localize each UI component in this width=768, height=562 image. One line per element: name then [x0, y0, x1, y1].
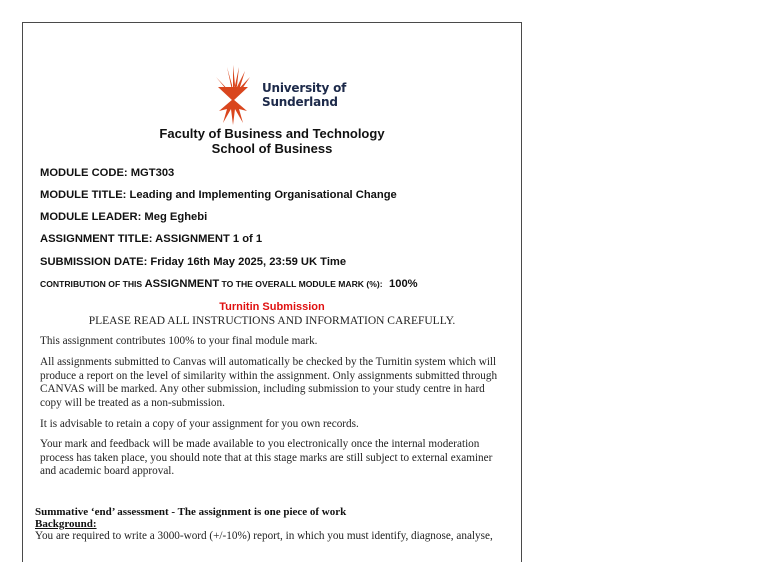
feedback-paragraph: Your mark and feedback will be made available to you electronically once the internal moderation process has taken place, you should note that at this stage marks are still subject to external examiner and academic board approval. [40, 438, 493, 478]
turnitin-paragraph: All assignments submitted to Canvas will automatically be checked by the Turnitin system which will produce a report on the level of similarity within the assignment. Only assignments submitted through CANVAS will be marked. Any other submission, including submission to your study centre in hard copy will be treated as a non-submission. [40, 356, 498, 409]
contribution-value: 100% [389, 278, 418, 290]
submission-date: SUBMISSION DATE: Friday 16th May 2025, 23:59 UK Time [40, 256, 347, 268]
summative-assessment-heading: Summative ‘end’ assessment - The assignment is one piece of work [35, 506, 347, 518]
turnitin-heading: Turnitin Submission [219, 301, 325, 313]
school-title: School of Business [211, 141, 333, 156]
contribution-prefix: CONTRIBUTION OF THIS [40, 279, 143, 289]
faculty-title: Faculty of Business and Technology [159, 126, 385, 141]
contribution-suffix: TO THE OVERALL MODULE MARK (%): [221, 279, 383, 289]
read-instructions-notice: PLEASE READ ALL INSTRUCTIONS AND INFORMATION CAREFULLY. [88, 315, 456, 327]
assignment-title: ASSIGNMENT TITLE: ASSIGNMENT 1 of 1 [40, 233, 263, 245]
background-text: You are required to write a 3000-word (+/-10%) report, in which you must identify, diagnose, analyse, [35, 530, 493, 542]
sunburst-logo-icon [213, 65, 253, 125]
wordmark-line-1: University of [262, 81, 347, 95]
module-code: MODULE CODE: MGT303 [40, 167, 175, 179]
module-title: MODULE TITLE: Leading and Implementing Organisational Change [40, 189, 397, 201]
background-heading: Background: [35, 518, 97, 530]
retain-copy-paragraph: It is advisable to retain a copy of your assignment for you own records. [40, 418, 359, 430]
contribution-paragraph: This assignment contributes 100% to your final module mark. [40, 335, 318, 347]
module-leader: MODULE LEADER: Meg Eghebi [40, 211, 208, 223]
wordmark-line-2: Sunderland [262, 95, 338, 109]
contribution-assignment: ASSIGNMENT [144, 278, 220, 290]
university-wordmark [262, 81, 346, 109]
contribution-line [40, 278, 418, 291]
